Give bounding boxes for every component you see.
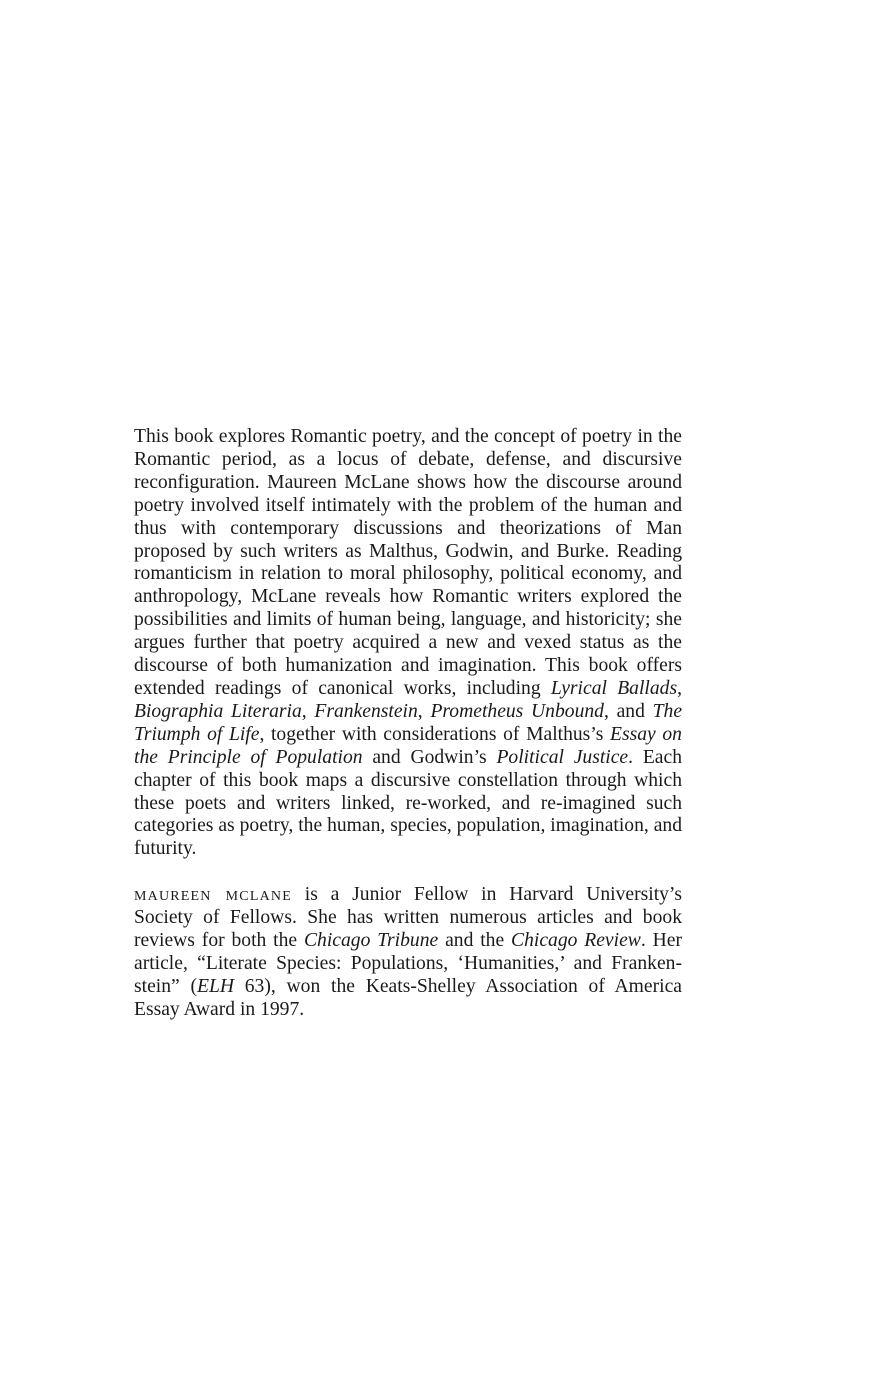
bio-text: and the (438, 930, 512, 952)
title-chicago-review: Chicago Review (511, 930, 641, 952)
title-political-justice: Political Justice (496, 746, 629, 768)
title-prometheus-unbound: Prometheus Unbound (430, 700, 604, 722)
summary-text: . Each chapter of this book maps a discursive constellation through which these poets and writers linked, re-worked, and re-imagined such categories as poetry, the human, species, population, imagination, and futurity. (134, 746, 682, 860)
book-description-page (134, 426, 682, 1022)
title-triumph-of-life: The Triumph of Life (134, 700, 683, 745)
summary-text: , (677, 677, 682, 699)
author-name: maureen mclane (134, 884, 292, 906)
title-biographia-literaria: Biographia Literaria (134, 700, 302, 722)
title-frankenstein: Frankenstein (314, 700, 418, 722)
summary-text: , and (603, 700, 653, 722)
book-summary-paragraph (134, 426, 682, 861)
summary-text: This book explores Romantic poetry, and the concept of poetry in the Romantic period, as a locus of debate, defense, and discursive reconfiguration. Maureen McLane shows how the discourse around poetry involved itself intimately with the problem of the human and thus with contemporary discussions and theorizations of Man proposed by such writers as Malthus, Godwin, and Burke. Reading romanticism in relation to moral philosophy, political economy, and anthropology, McLane reveals how Romantic writers explored the possibilities and limits of human being, language, and historicity; she argues further that poetry acquired a new and vexed status as the discourse of both humanization and imagination. This book offers extended readings of canonical works, including (134, 426, 682, 699)
bio-text: 63), won the Keats-Shelley Association of America Essay Award in 1997. (134, 975, 682, 1020)
summary-text: , (301, 700, 315, 722)
bio-text: is a Junior Fellow in Harvard University’s Society of Fellows. She has written numerous articles and book reviews for both the (134, 884, 683, 952)
author-bio-paragraph (134, 884, 682, 1021)
title-chicago-tribune: Chicago Tribune (303, 930, 439, 952)
summary-text: , (417, 700, 431, 722)
summary-text: , together with considerations of Malthus’s (259, 723, 611, 745)
title-lyrical-ballads: Lyrical Ballads (550, 677, 678, 699)
bio-text: . Her article, “Literate Species: Populations, ‘Humanities,’ and Frankenstein” ( (134, 930, 682, 997)
title-elh: ELH (196, 975, 235, 997)
title-essay-on-population: Essay on the Principle of Population (134, 723, 682, 768)
summary-text: and Godwin’s (362, 746, 497, 768)
